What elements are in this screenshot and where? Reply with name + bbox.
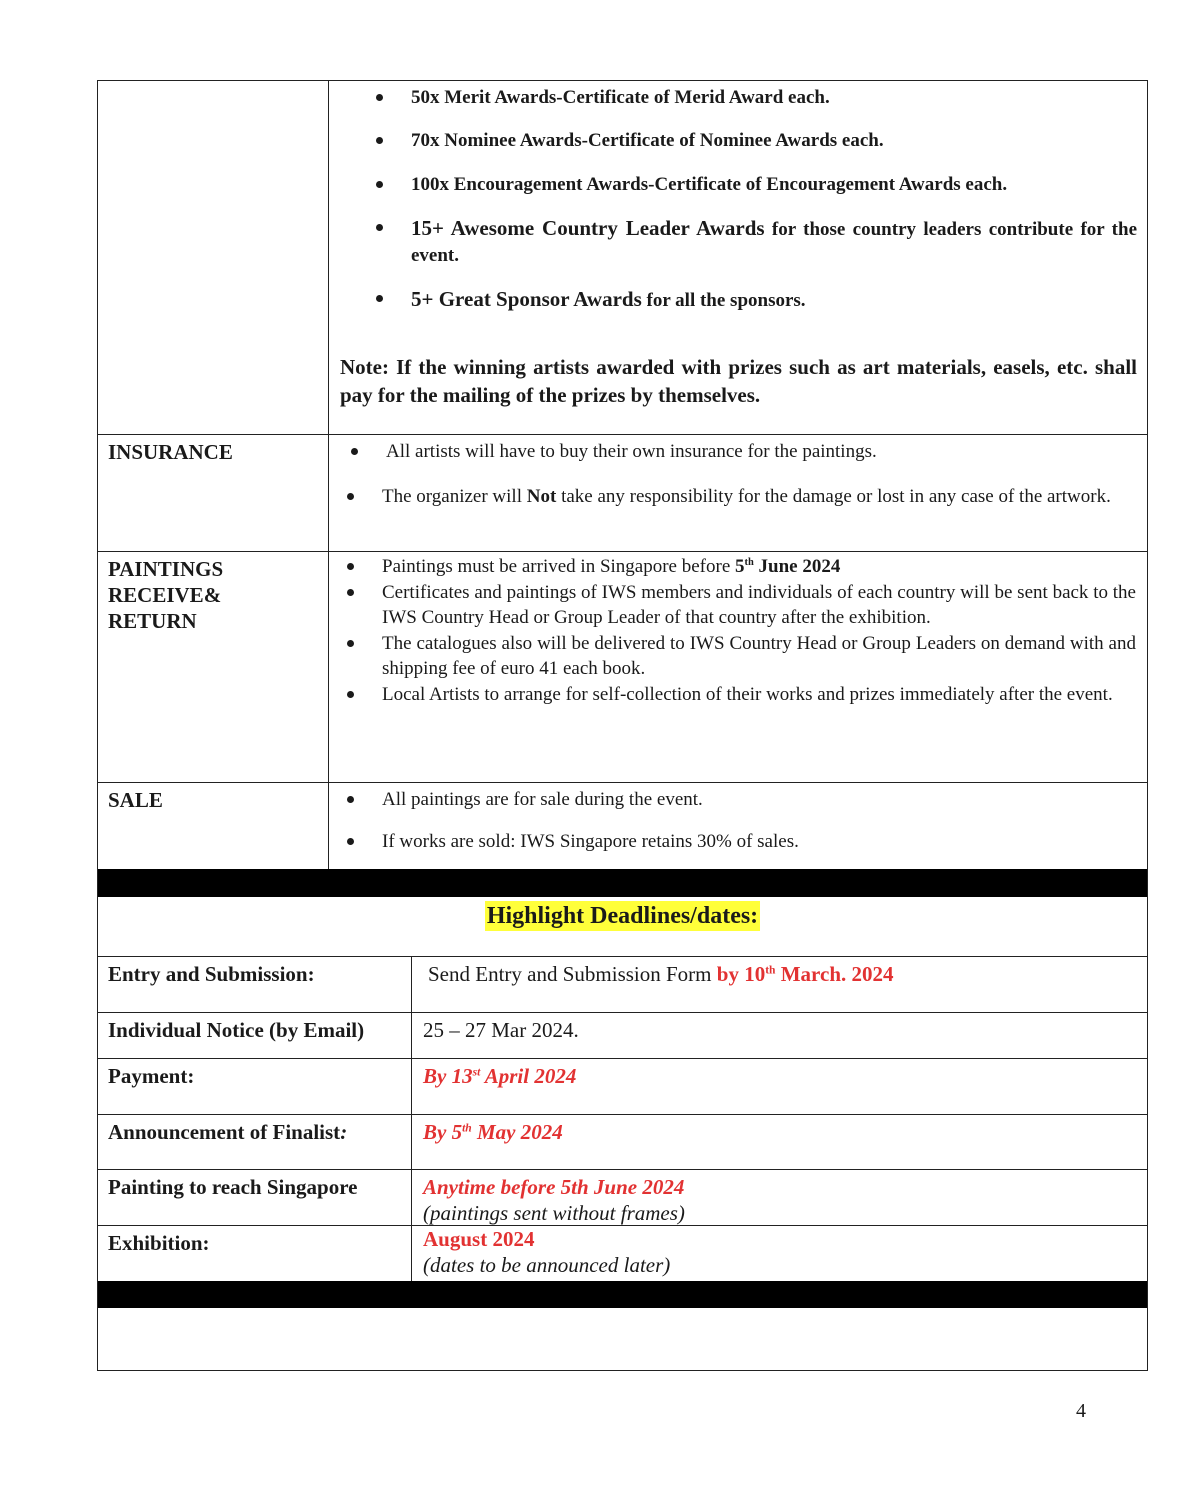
sale-content-cell (329, 783, 1147, 869)
deadline-label-cell (98, 1115, 412, 1169)
deadline-row-payment (98, 1059, 1147, 1115)
paintings-label: PAINTINGS RECEIVE& RETURN (108, 557, 224, 633)
deadline-value-cell (412, 1226, 1147, 1281)
list-item: 50x Merit Awards-Certificate of Merid Award each. (411, 85, 1137, 111)
deadline-value-cell (412, 957, 1147, 1012)
deadline-label-cell (98, 957, 412, 1012)
list-item: 15+ Awesome Country Leader Awards for those country leaders contribute for the event. (411, 215, 1137, 269)
finalist-value: By 5th May 2024 (423, 1120, 563, 1144)
sale-row (98, 783, 1147, 869)
list-item: If works are sold: IWS Singapore retains 30% of sales. (382, 829, 1136, 854)
entry-label: Entry and Submission: (108, 962, 315, 986)
paintings-content-cell (329, 552, 1147, 782)
finalist-label: Announcement of Finalist: (108, 1120, 348, 1144)
paintings-row (98, 552, 1147, 783)
separator-bar (98, 869, 1147, 897)
deadline-value-cell (412, 1170, 1147, 1225)
deadline-row-exhibition (98, 1226, 1147, 1281)
exhibition-value: August 2024 (dates to be announced later) (423, 1227, 671, 1277)
deadline-label-cell (98, 1059, 412, 1114)
deadline-label-cell (98, 1170, 412, 1225)
highlight-title: Highlight Deadlines/dates: (486, 903, 759, 929)
reach-label: Painting to reach Singapore (108, 1175, 358, 1199)
separator-bar (98, 1281, 1147, 1308)
notice-label: Individual Notice (by Email) (108, 1018, 365, 1042)
deadline-row-notice (98, 1013, 1147, 1059)
deadline-row-finalist (98, 1115, 1147, 1170)
deadline-value-cell (412, 1013, 1147, 1058)
sale-label-cell (98, 783, 329, 869)
entry-value: Send Entry and Submission Form by 10th March. 2024 (428, 962, 894, 986)
sale-label: SALE (108, 788, 163, 812)
prizes-note: Note: If the winning artists awarded with prizes such as art materials, easels, etc. shall pay for the mailing of the prizes by themselves. (340, 355, 1137, 407)
page-number: 4 (1076, 1400, 1086, 1422)
highlight-title-wrap (98, 901, 1147, 931)
exhibition-label: Exhibition: (108, 1231, 210, 1255)
list-item: The organizer will Not take any responsibility for the damage or lost in any case of the artwork. (382, 484, 1136, 509)
prizes-label-cell (98, 81, 329, 434)
payment-value: By 13st April 2024 (423, 1064, 577, 1088)
list-item: 70x Nominee Awards-Certificate of Nominee Awards each. (411, 128, 1137, 154)
deadline-label-cell (98, 1226, 412, 1281)
event-details-table (97, 80, 1148, 1371)
prizes-list (411, 85, 1137, 314)
insurance-content-cell (329, 435, 1147, 551)
list-item: 5+ Great Sponsor Awards for all the sponsors. (411, 286, 1137, 314)
insurance-label-cell (98, 435, 329, 551)
list-item: Certificates and paintings of IWS members and individuals of each country will be sent back to the IWS Country Head or Group Leader of that country after the exhibition. (382, 580, 1136, 630)
insurance-label: INSURANCE (108, 440, 233, 464)
reach-value: Anytime before 5th June 2024 (paintings sent without frames) (423, 1175, 685, 1225)
list-item: The catalogues also will be delivered to IWS Country Head or Group Leaders on demand with and shipping fee of euro 41 each book. (382, 631, 1136, 681)
deadline-row-entry (98, 957, 1147, 1013)
highlight-row (98, 897, 1147, 957)
list-item: All artists will have to buy their own insurance for the paintings. (382, 439, 1136, 464)
deadline-value-cell (412, 1115, 1147, 1169)
list-item: Local Artists to arrange for self-collection of their works and prizes immediately after the event. (382, 682, 1136, 707)
prizes-content-cell (329, 81, 1147, 434)
sale-list (382, 787, 1136, 854)
insurance-row (98, 435, 1147, 552)
paintings-list (382, 554, 1136, 707)
insurance-list (382, 439, 1136, 509)
prizes-row (98, 81, 1147, 435)
notice-value: 25 – 27 Mar 2024. (423, 1018, 579, 1042)
list-item: All paintings are for sale during the event. (382, 787, 1136, 812)
deadline-label-cell (98, 1013, 412, 1058)
list-item: Paintings must be arrived in Singapore before 5th June 2024 (382, 554, 1136, 579)
deadline-value-cell (412, 1059, 1147, 1114)
paintings-label-cell (98, 552, 329, 782)
list-item: 100x Encouragement Awards-Certificate of Encouragement Awards each. (411, 172, 1137, 198)
deadline-row-reach (98, 1170, 1147, 1226)
payment-label: Payment: (108, 1064, 195, 1088)
